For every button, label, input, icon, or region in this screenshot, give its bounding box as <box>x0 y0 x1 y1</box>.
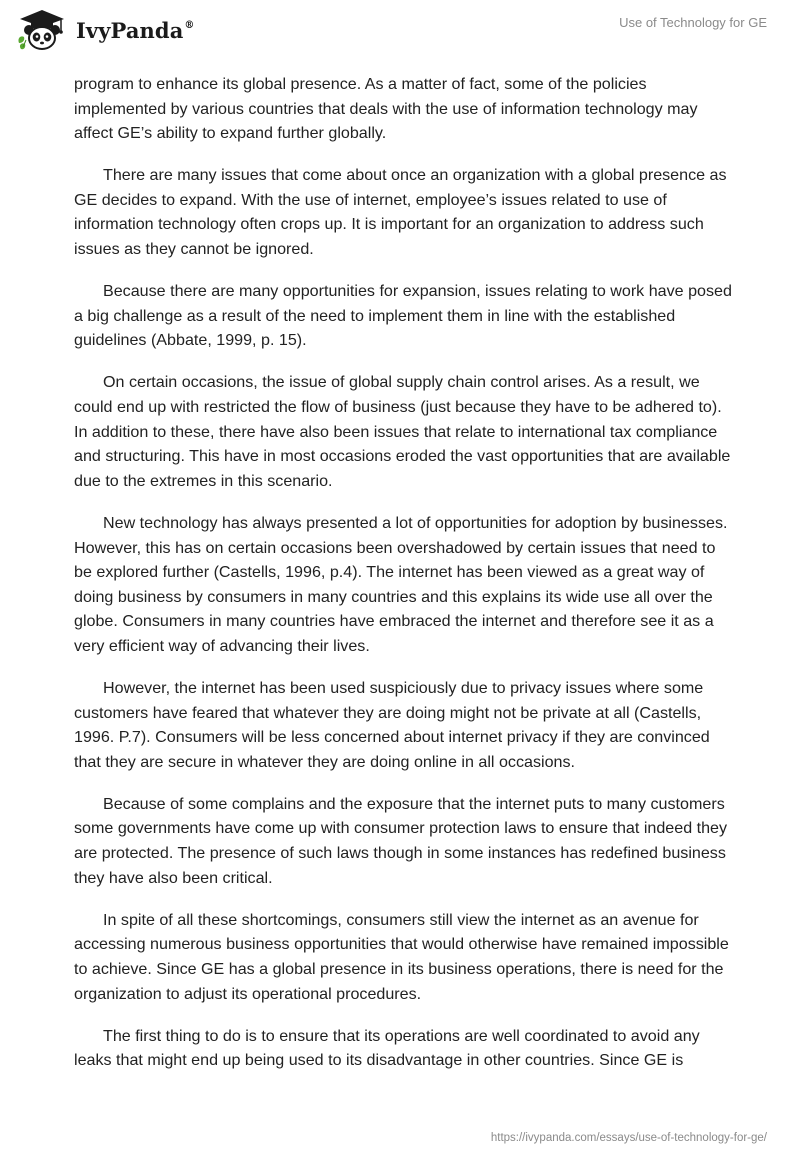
ivypanda-logo[interactable] <box>16 9 195 51</box>
paragraph: However, the internet has been used suspiciously due to privacy issues where some customers have feared that whatever they are doing might not be private at all (Castells, 1996. P.7). Consumers will be less concerned about internet privacy if they are convinced that they are secure in whatever they are doing online in all occasions. <box>74 678 710 771</box>
paragraph: In spite of all these shortcomings, consumers still view the internet as an avenue for accessing numerous business opportunities that would otherwise have remained impossible to achieve. Since GE has a global presence in its business operations, there is need for the organization to adjust its operational procedures. <box>74 910 729 1003</box>
paragraph: Because there are many opportunities for expansion, issues relating to work have posed a big challenge as a result of the need to implement them in line with the established guidelines (Abbate, 1999, p. 15). <box>74 282 732 350</box>
brand-name: IvyPanda® <box>76 17 195 43</box>
paragraph: New technology has always presented a lot of opportunities for adoption by businesses. However, this has on certain occasions been overshadowed by certain issues that need to be explored further (Castells, 1996, p.4). The internet has been viewed as a great way of doing business by consumers in many countries and this explains its wide use all over the globe. Consumers in many countries have embraced the internet and therefore see it as a very efficient way of advancing their lives. <box>74 513 728 655</box>
document-title: Use of Technology for GE <box>619 15 767 30</box>
source-url-link[interactable]: https://ivypanda.com/essays/use-of-technology-for-ge/ <box>490 1132 767 1144</box>
paragraph: Because of some complains and the exposure that the internet puts to many customers some governments have come up with consumer protection laws to ensure that indeed they are protected. The presence of such laws though in some instances has redefined business they have also been critical. <box>74 794 728 887</box>
panda-graduate-icon <box>16 9 68 51</box>
paragraph: On certain occasions, the issue of global supply chain control arises. As a result, we could end up with restricted the flow of business (just because they have to be adhered to). In addition to these, there have also been issues that relate to international tax compliance and structuring. This have in most occasions eroded the vast opportunities that are available due to the extremes in this scenario. <box>74 373 731 490</box>
paragraph: The first thing to do is to ensure that its operations are well coordinated to avoid any leaks that might end up being used to its disadvantage in other countries. Since GE is <box>74 1026 700 1070</box>
page-header <box>0 0 800 60</box>
essay-body <box>74 72 734 1090</box>
paragraph: program to enhance its global presence. As a matter of fact, some of the policies implemented by various countries that deals with the use of information technology may affect GE’s ability to expand further globally. <box>74 75 698 143</box>
paragraph: There are many issues that come about once an organization with a global presence as GE decides to expand. With the use of internet, employee’s issues related to use of information technology often crops up. It is important for an organization to address such issues as they cannot be ignored. <box>74 166 727 259</box>
